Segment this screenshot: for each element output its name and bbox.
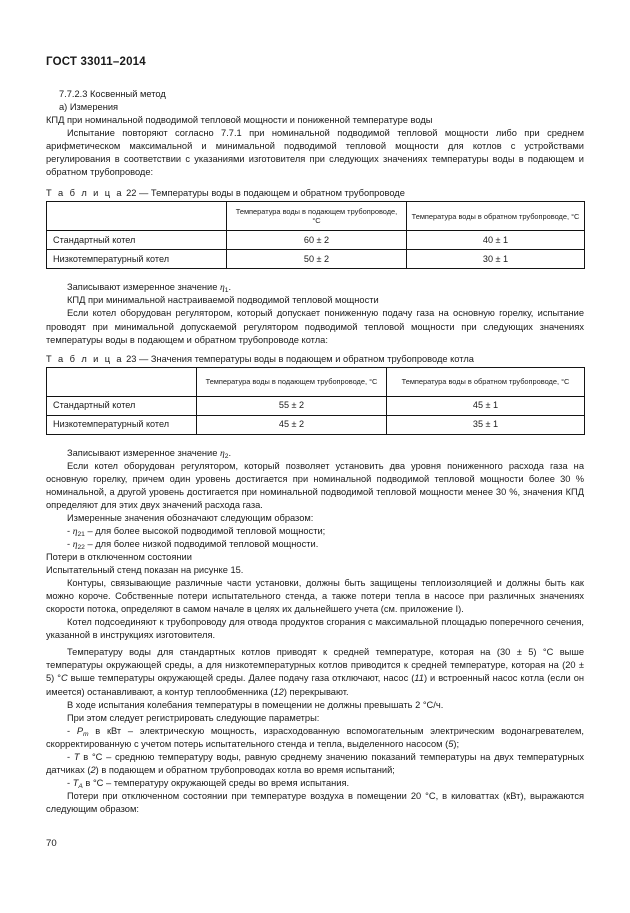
ref-sensors-2: 2: [90, 764, 96, 775]
eta21-subscript: 21: [77, 530, 85, 538]
eta21-symbol: η: [72, 525, 78, 537]
eta22-symbol: η: [72, 538, 78, 550]
eta1-subscript: 1: [224, 287, 229, 295]
table23-caption-dash: —: [139, 353, 149, 364]
table-row: [47, 250, 585, 269]
table22-caption-number: 22: [126, 188, 137, 199]
document-body: [46, 88, 584, 816]
table23-col1-header: Температура воды в подающем трубопроводе, °С: [197, 367, 387, 396]
table22-col0-header: [47, 202, 227, 231]
item-eta22-pre: -: [67, 538, 73, 549]
table-23: [46, 367, 585, 435]
para-fluctuations: В ходе испытания колебания температуры в помещении не должны превышать 2 °С/ч.: [67, 699, 444, 710]
page-header-standard: ГОСТ 33011–2014: [46, 56, 146, 68]
record-eta1-pre: Записывают измеренное значение: [67, 282, 220, 293]
eta1-symbol: η: [219, 282, 225, 294]
table22-r0-c2: 40 ± 1: [407, 231, 585, 250]
table23-r0-c0: Стандартный котел: [47, 396, 197, 415]
item-pm-post: в кВт – электрическую мощность, израсходованную вспомогательным электрическим водонагревателем, скорректированную с учетом потерь испытательного стенда и тепла, выделенного насосом (: [46, 725, 584, 749]
eta2-subscript: 2: [224, 452, 229, 460]
table-22: [46, 201, 585, 269]
item-t: [46, 751, 584, 777]
table23-r0-c1: 55 ± 2: [197, 396, 387, 415]
para-losses-off: Потери в отключенном состоянии: [46, 552, 192, 563]
para-final: Потери при отключенном состоянии при температуре воздуха в помещении 20 °С, в киловаттах (кВт), выражаются следующим образом:: [46, 790, 584, 814]
para-designate: Измеренные значения обозначают следующим образом:: [67, 512, 314, 523]
record-eta2-pre: Записывают измеренное значение: [67, 447, 220, 458]
table22-r0-c1: 60 ± 2: [227, 231, 407, 250]
water-temp-part3: ) и встроенный насос котла (если он имеется) останавливают, а контур теплообменника (: [46, 673, 585, 697]
table22-col1-header: Температура воды в подающем трубопроводе, °С: [227, 202, 407, 231]
table-row: [47, 231, 585, 250]
record-eta1-post: .: [228, 282, 232, 293]
spacer: [46, 435, 584, 447]
clause-title: 7.7.2.3 Косвенный метод: [59, 89, 166, 99]
para-contours: Контуры, связывающие различные части установки, должны быть защищены теплоизоляцией и должны быть как можно короче. Собственные потери испытательного стенда, а также потери тепла в насосе при различных значениях скорости потока, определяют в самом начале в целях их дальнейшего учета (см. приложение I).: [46, 578, 584, 615]
para-water-temperature: [46, 646, 584, 698]
table23-r0-c2: 45 ± 1: [387, 396, 585, 415]
table23-caption: [46, 353, 584, 366]
item-ta: [46, 777, 584, 790]
table-header-row: [47, 367, 585, 396]
table23-col0-header: [47, 367, 197, 396]
table23-r1-c0: Низкотемпературный котел: [47, 415, 197, 434]
table23-col2-header: Температура воды в обратном трубопроводе, °С: [387, 367, 585, 396]
item-pm: [46, 725, 584, 751]
para-boiler-connect: Котел подсоединяют к трубопроводу для отвода продуктов сгорания с максимальной площадью поперечного сечения, указанной в инструкциях изготовителя.: [46, 617, 584, 641]
water-temp-part1: Температуру воды для стандартных котлов приводят к средней температуре, которая на (30 ± 5) °С выше температуры окружающей среды, а для низкотемпературных котлов приводится к средней температуре, которая на (20 ± 5) °: [46, 647, 584, 684]
table23-caption-number: 23: [126, 353, 137, 364]
subclause-a: а) Измерения: [59, 102, 119, 113]
table22-col2-header: Температура воды в обратном трубопроводе, °С: [407, 202, 585, 231]
table22-caption: [46, 187, 584, 200]
item-pm-end: );: [453, 738, 460, 749]
table22-r1-c2: 30 ± 1: [407, 250, 585, 269]
item-eta21-pre: -: [67, 525, 73, 536]
item-eta21: [46, 525, 584, 538]
para-test-bench: Испытательный стенд показан на рисунке 15.: [46, 565, 244, 576]
item-t-post: в °С – среднюю температуру воды, равную среднему значению показаний температуры на двух температурных датчиках (: [46, 751, 584, 775]
item-t-pre: -: [67, 751, 74, 762]
eta2-symbol: η: [219, 447, 225, 459]
table23-r1-c1: 45 ± 2: [197, 415, 387, 434]
para-test-repeat: Испытание повторяют согласно 7.7.1 при номинальной подводимой тепловой мощности либо при среднем арифметическом максимальной и минимальной подводимой тепловой мощности для котлов с устройствами регулирования в соответствии с указаниями изготовителя при следующих значениях температуры воды в подающем и обратном трубопроводе:: [46, 128, 584, 178]
table22-r0-c0: Стандартный котел: [47, 231, 227, 250]
table22-caption-prefix: Т а б л и ц а: [46, 188, 124, 199]
para-kpd-min: КПД при минимальной настраиваемой подводимой тепловой мощности: [67, 295, 379, 306]
table22-caption-dash: —: [139, 188, 149, 199]
table-row: [47, 396, 585, 415]
table23-caption-prefix: Т а б л и ц а: [46, 353, 124, 364]
ref-circuit-12: 12: [273, 686, 284, 697]
para-two-levels: Если котел оборудован регулятором, который позволяет установить два уровня пониженного расхода газа на основную горелку, причем один уровень достигается при номинальной подводимой тепловой мощности более 30 % номинальной, а другой уровень достигается при номинальной подводимой тепловой мощности менее 30 %, значения КПД определяют для этих двух значений расхода газа.: [46, 460, 584, 510]
record-eta2-post: .: [228, 447, 232, 458]
eta22-subscript: 22: [77, 543, 85, 551]
pm-subscript: m: [83, 730, 89, 738]
table23-caption-title: Значения температуры воды в подающем и обратном трубопроводе котла: [150, 353, 474, 364]
para-record-eta1: [46, 281, 584, 294]
item-eta22-post: – для более низкой подводимой тепловой мощности.: [84, 538, 319, 549]
para-kpd-nominal: КПД при номинальной подводимой тепловой мощности и пониженной температуре воды: [46, 115, 433, 126]
ta-symbol: T: [72, 777, 79, 788]
item-eta22: [46, 538, 584, 551]
ta-subscript: А: [78, 782, 83, 790]
para-register: При этом следует регистрировать следующие параметры:: [67, 712, 320, 723]
para-record-eta2: [46, 447, 584, 460]
item-ta-post: в °С – температуру окружающей среды во время испытания.: [82, 777, 350, 788]
table23-r1-c2: 35 ± 1: [387, 415, 585, 434]
ref-pump-5: 5: [448, 738, 454, 749]
item-eta21-post: – для более высокой подводимой тепловой мощности;: [84, 525, 326, 536]
table22-r1-c1: 50 ± 2: [227, 250, 407, 269]
spacer: [46, 269, 584, 281]
item-pm-pre: -: [67, 725, 77, 736]
table-header-row: [47, 202, 585, 231]
table22-caption-title: Температуры воды в подающем и обратном трубопроводе: [150, 188, 405, 199]
water-temp-part4: ) перекрывают.: [283, 686, 349, 697]
page-number: 70: [46, 838, 57, 849]
item-t-end: ) в подающем и обратном трубопроводах котла во время испытаний;: [95, 764, 395, 775]
table22-r1-c0: Низкотемпературный котел: [47, 250, 227, 269]
water-temp-C-italic: С: [60, 673, 68, 684]
spacer: [46, 179, 584, 187]
item-ta-pre: -: [67, 777, 73, 788]
table-row: [47, 415, 585, 434]
para-regulator: Если котел оборудован регулятором, который допускает пониженную подачу газа на основную горелку, испытание проводят при минимальной допускаемой регулятором подводимой тепловой мощности при следующих значениях температуры воды в подающем и обратном трубопроводе котла:: [46, 308, 584, 345]
ref-pump-11: 11: [414, 673, 424, 684]
pm-symbol: P: [76, 725, 84, 736]
t-symbol: T: [73, 751, 80, 762]
water-temp-part2: выше температуры окружающей среды. Далее подачу газа отключают, насос (: [67, 673, 415, 684]
